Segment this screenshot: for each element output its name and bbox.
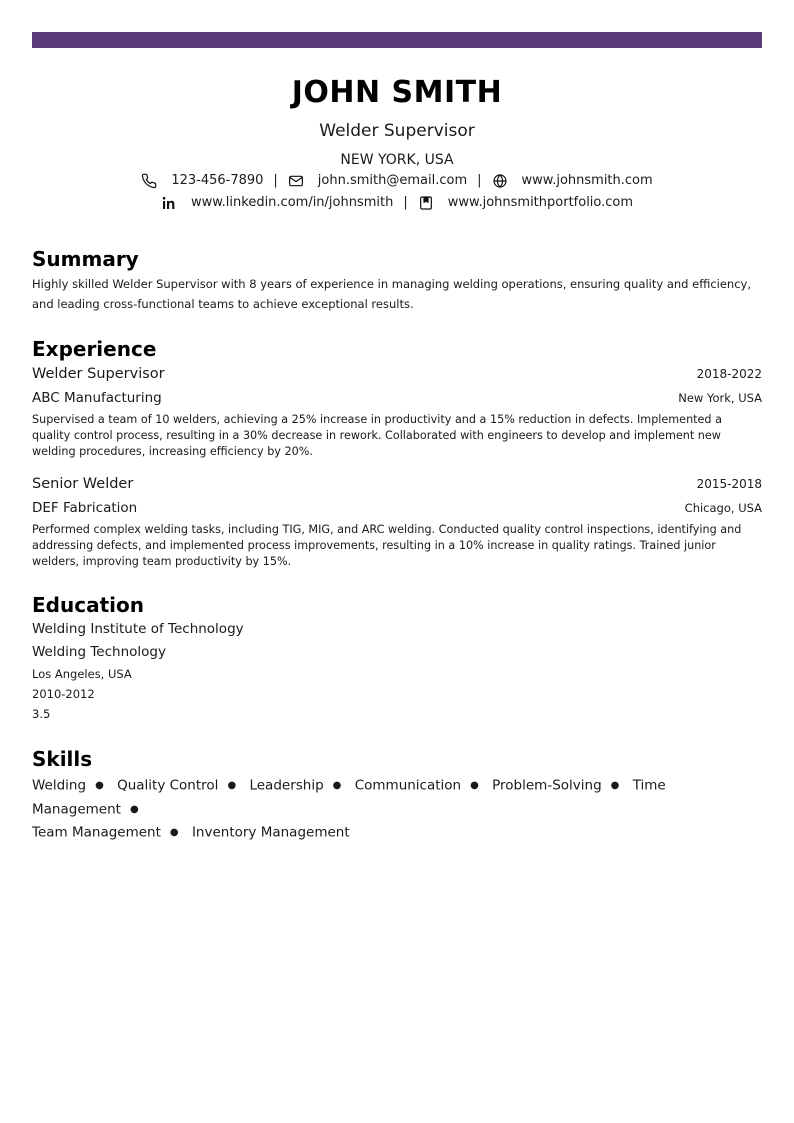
linkedin-link[interactable]: www.linkedin.com/in/johnsmith [190,195,394,210]
candidate-title: Welder Supervisor [319,121,475,141]
education-program: Welding Technology [32,644,166,660]
education-gpa: 3.5 [32,707,51,721]
contact-row-1 [32,170,762,192]
separator: | [477,173,482,188]
education-location: Los Angeles, USA [32,667,132,681]
job-dates: 2018-2022 [696,367,762,381]
job-title: Welder Supervisor [32,366,165,382]
skill-item: Welding [32,777,87,794]
skill-item: Problem-Solving [492,777,602,794]
separator: | [403,195,408,210]
education-institution: Welding Institute of Technology [32,621,244,637]
skill-item: Inventory Management [191,824,350,841]
resume-page [32,32,762,845]
job-description: Supervised a team of 10 welders, achieving a 25% increase in productivity and a 15% reduction in defects. Implemented a quality control process, resulting in a 30% decrease in rework. Collaborated with engineers to develop and implement new welding procedures, increasing efficiency by 20%. [32,413,722,458]
skill-item: Communication [354,777,462,794]
bullet-separator: ● [129,803,139,815]
skills-list [32,774,762,845]
portfolio-icon [418,195,434,211]
job-company: DEF Fabrication [32,500,138,516]
job-company: ABC Manufacturing [32,390,162,406]
phone-icon [141,173,157,189]
mail-icon [288,173,304,189]
bullet-separator: ● [470,780,479,791]
separator: | [273,173,278,188]
accent-bar [32,32,762,48]
summary-heading: Summary [32,247,139,271]
skill-item: Time Management [32,777,666,817]
bullet-separator: ● [332,780,342,791]
summary-text: Highly skilled Welder Supervisor with 8 years of experience in managing welding operations, ensuring quality and efficiency, and leading cross-functional teams to achieve exceptional results. [32,277,751,311]
bullet-separator: ● [610,780,620,791]
email-link[interactable]: john.smith@email.com [317,173,468,188]
job-title: Senior Welder [32,476,134,492]
job-description: Performed complex welding tasks, including TIG, MIG, and ARC welding. Conducted quality control inspections, identifying and addressing defects, and implemented process improvements, resulting in a 10% increase in quality ratings. Trained junior welders, improving team productivity by 15%. [32,523,742,568]
skill-item: Quality Control [117,777,219,794]
experience-heading: Experience [32,337,157,361]
bullet-separator: ● [95,780,104,791]
skill-item: Leadership [249,777,324,794]
education-dates: 2010-2012 [32,687,95,701]
skills-heading: Skills [32,747,93,771]
portfolio-link[interactable]: www.johnsmithportfolio.com [447,195,634,210]
job-location: New York, USA [678,391,762,405]
website-link[interactable]: www.johnsmith.com [521,173,653,188]
candidate-location: NEW YORK, USA [340,152,454,168]
job-dates: 2015-2018 [696,477,762,491]
job-location: Chicago, USA [684,501,762,515]
education-heading: Education [32,593,144,617]
job-entry [32,472,762,570]
skill-item: Team Management [32,824,161,841]
bullet-separator: ● [169,827,179,838]
candidate-name: JOHN SMITH [291,75,503,110]
job-entry [32,362,762,460]
globe-icon [492,173,508,189]
phone-number: 123-456-7890 [171,173,264,188]
contact-row-2 [32,192,762,214]
linkedin-icon [161,195,177,211]
bullet-separator: ● [227,780,237,791]
